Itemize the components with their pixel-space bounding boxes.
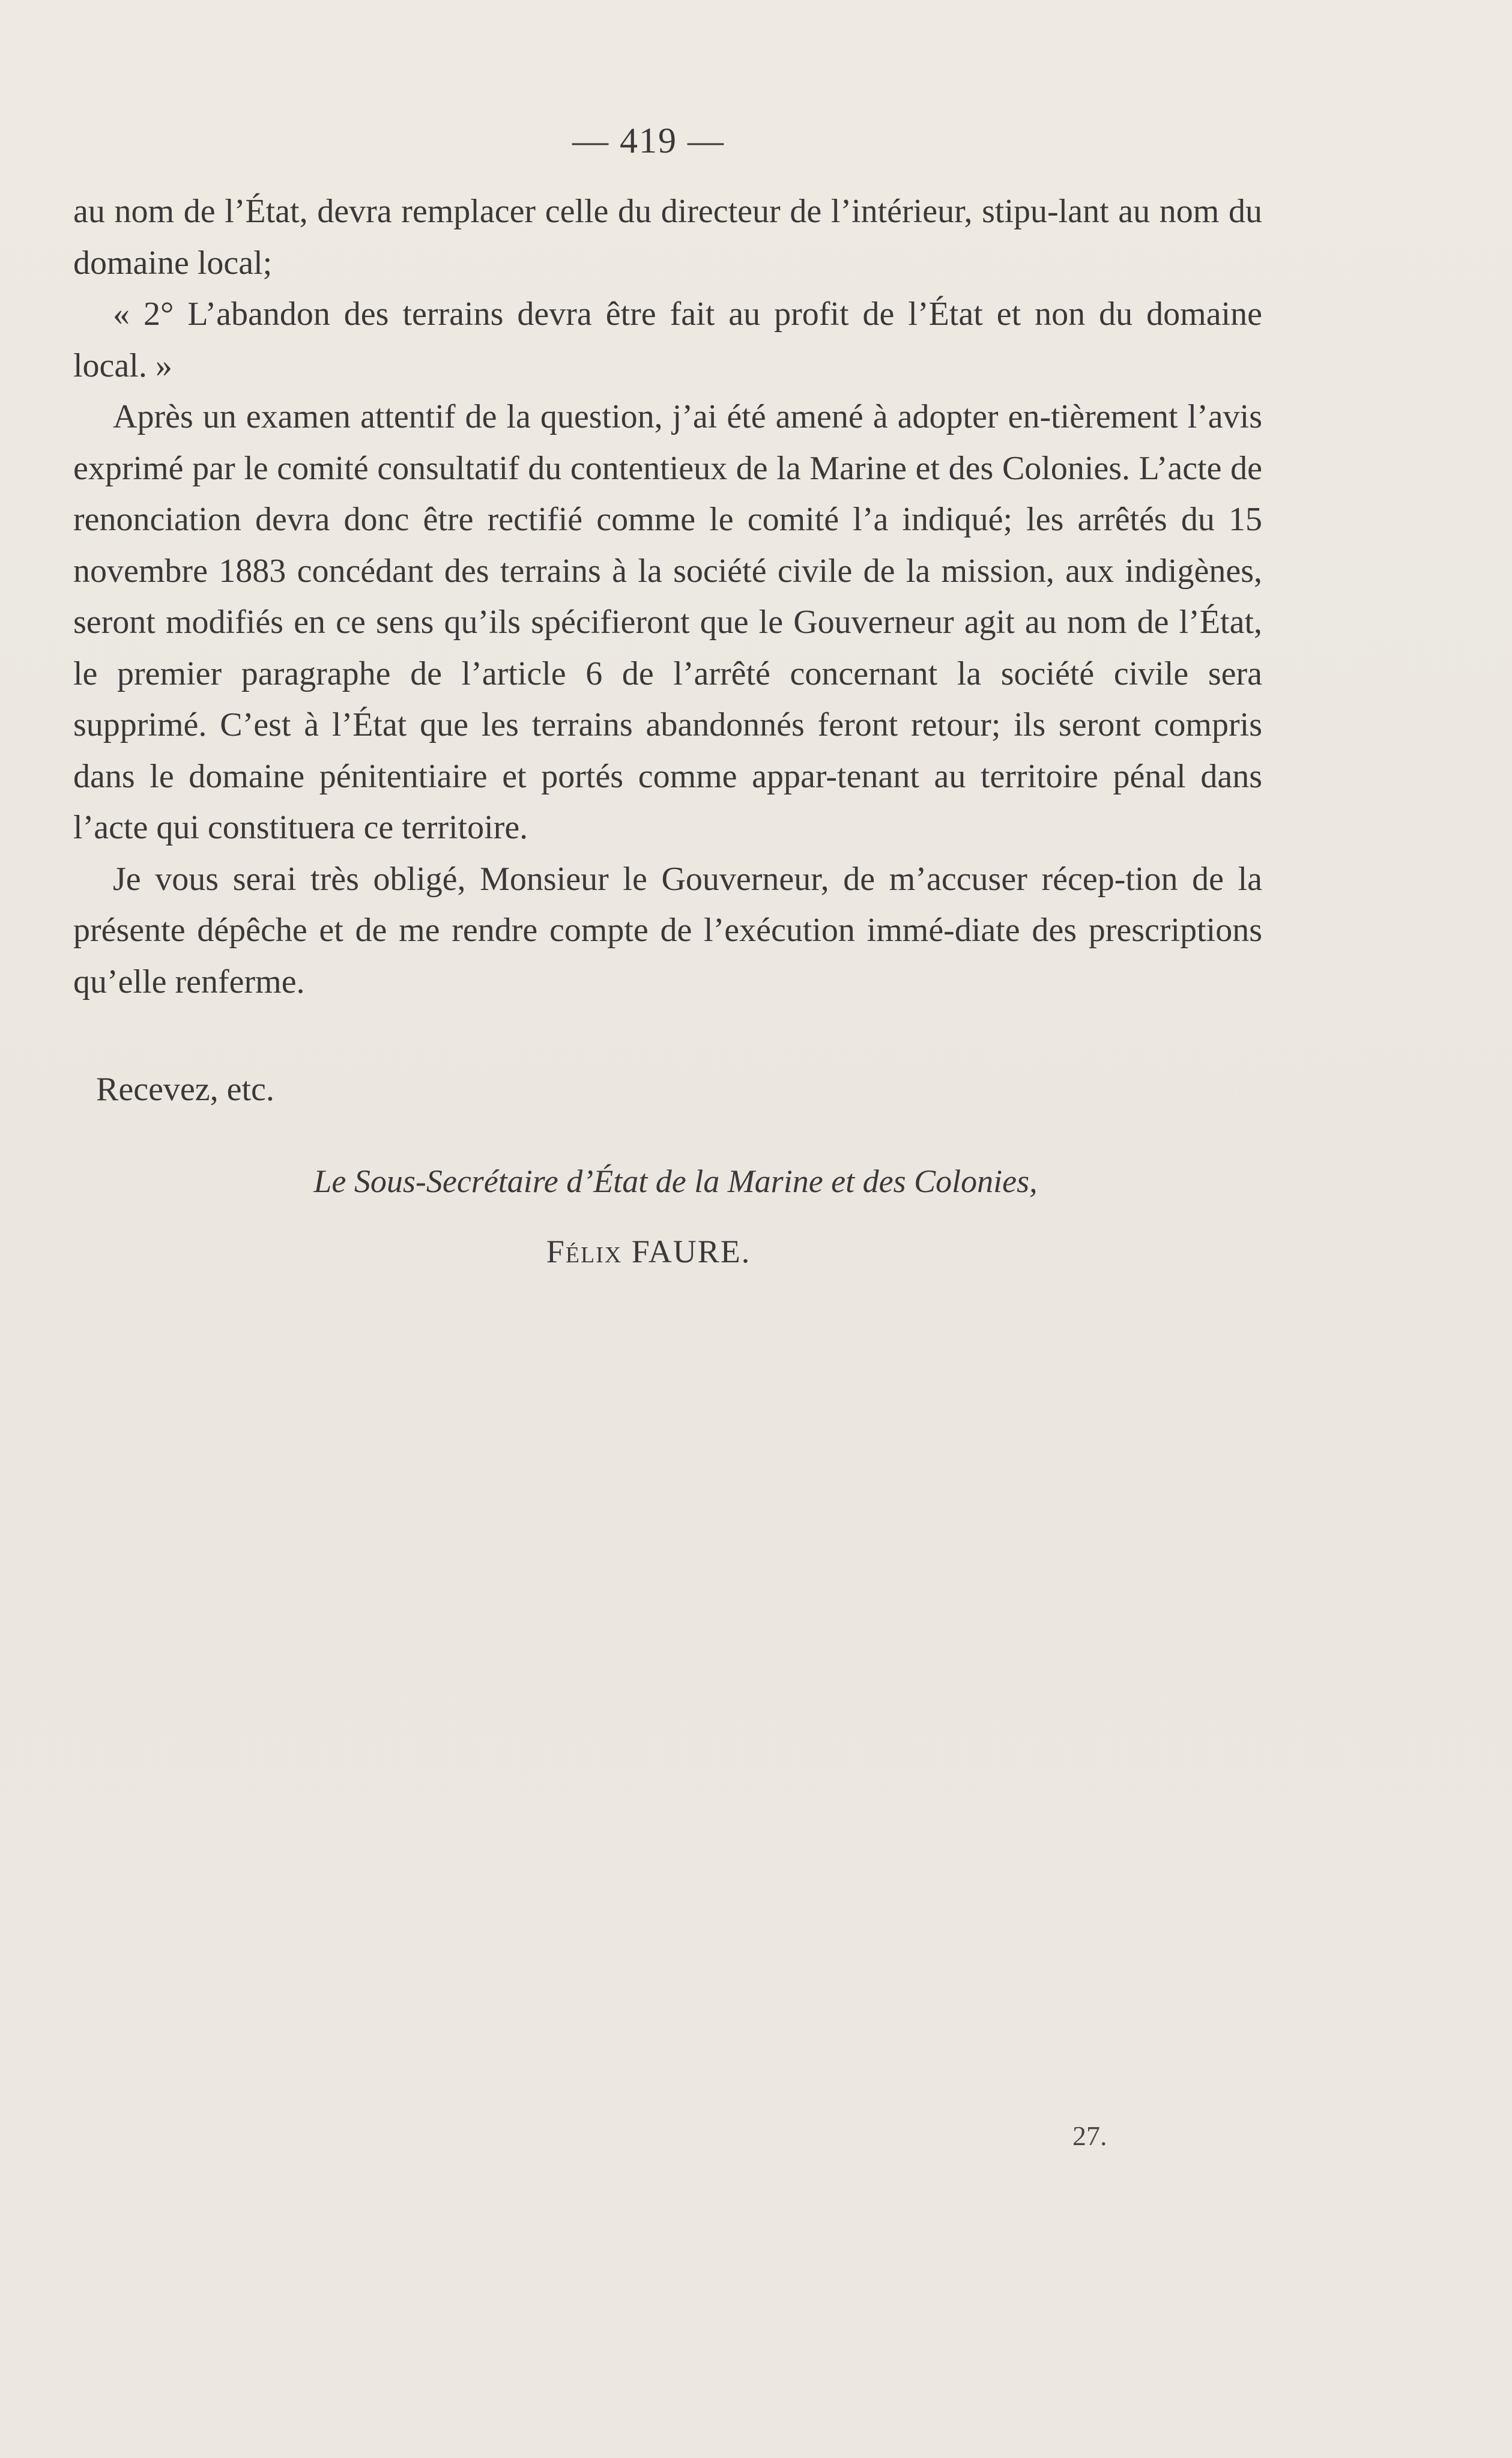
body-text [73, 186, 1262, 1008]
page-number: — 419 — [572, 121, 725, 160]
closing-formula: Recevez, etc. [96, 1071, 274, 1108]
signature-title: Le Sous-Secrétaire d’État de la Marine et des Colonies, [313, 1163, 1038, 1199]
signature-mark: 27. [1072, 2120, 1107, 2151]
paragraph-quote: « 2° L’abandon des terrains devra être fait au profit de l’État et non du domaine local. » [73, 295, 1262, 384]
paragraph-request: Je vous serai très obligé, Monsieur le Gouverneur, de m’accuser récep-tion de la présente dépêche et de me rendre compte de l’exécution immé-diate des prescriptions qu’elle renferme. [73, 860, 1262, 1000]
paragraph-examination: Après un examen attentif de la question, j’ai été amené à adopter en-tièrement l’avis exprimé par le comité consultatif du contentieux de la Marine et des Colonies. L’acte de renonciation devra donc être rectifié comme le comité l’a indiqué; les arrêtés du 15 novembre 1883 concédant des terrains à la société civile de la mission, aux indigènes, seront modifiés en ce sens qu’ils spécifieront que le Gouverneur agit au nom de l’État, le premier paragraphe de l’article 6 de l’arrêté concernant la société civile sera supprimé. C’est à l’État que les terrains abandonnés feront retour; ils seront compris dans le domaine pénitentiaire et portés comme appar-tenant au territoire pénal dans l’acte qui constituera ce territoire. [73, 398, 1262, 846]
signature-first-name: Félix [546, 1234, 623, 1270]
signature-name [0, 1226, 1297, 1277]
paragraph-continuation: au nom de l’État, devra remplacer celle du directeur de l’intérieur, stipu-lant au nom du domaine local; [73, 193, 1262, 282]
signature-last-name: FAURE. [631, 1234, 751, 1270]
